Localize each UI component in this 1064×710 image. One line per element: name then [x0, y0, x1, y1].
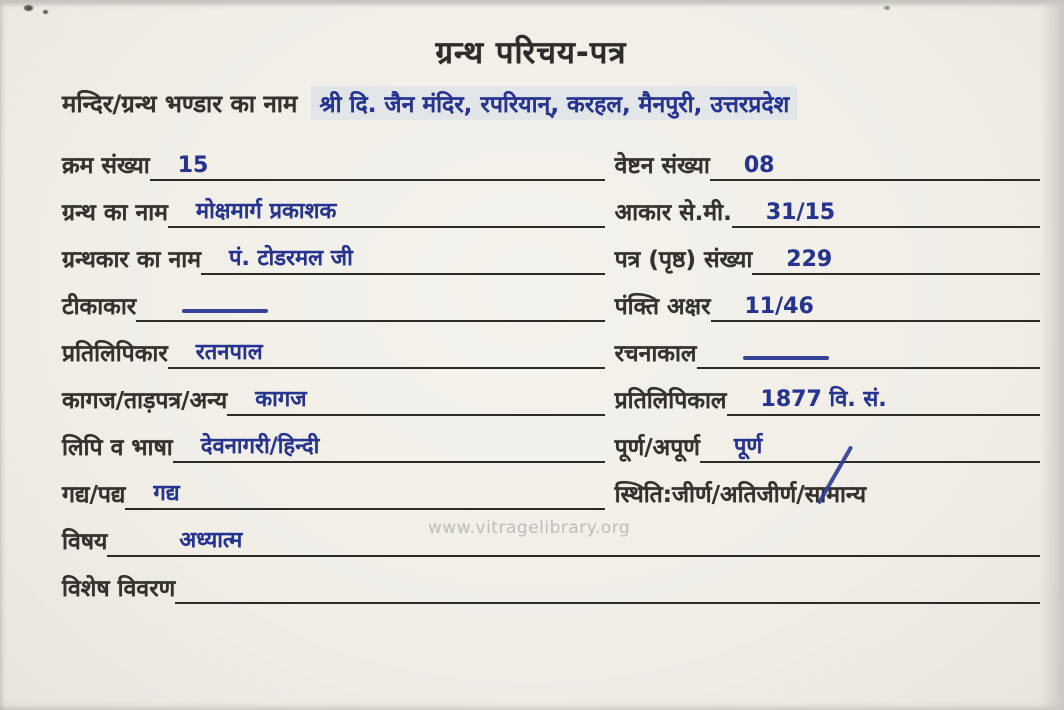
watermark-text: www.vitragelibrary.org — [428, 518, 631, 538]
field-label: पूर्ण/अपूर्ण — [614, 435, 700, 461]
field-label: विषय — [62, 529, 108, 555]
field-line — [175, 601, 1040, 604]
field-value: 1877 वि. सं. — [760, 387, 887, 412]
field-label-prefix: स्थिति:जीर्ण/अतिजीर्ण/ — [614, 482, 805, 508]
form-row — [62, 322, 1040, 369]
field-label: वेष्टन संख्या — [614, 153, 710, 179]
field-kagaj-tadpatra — [62, 369, 615, 416]
field-label: पत्र (पृष्ठ) संख्या — [614, 247, 753, 273]
field-line — [150, 153, 605, 181]
pen-dash-mark — [182, 309, 268, 313]
form-title: ग्रन्थ परिचय-पत्र — [435, 35, 627, 71]
field-label: कागज/ताड़पत्र/अन्य — [62, 388, 228, 414]
field-value: 08 — [743, 153, 775, 178]
field-rows — [62, 134, 1040, 604]
field-label: आकार से.मी. — [614, 200, 732, 226]
field-line — [125, 477, 604, 510]
form-row — [62, 510, 1040, 557]
field-sthiti — [615, 463, 1040, 510]
form-row — [62, 369, 1040, 416]
form-row — [62, 416, 1040, 463]
field-value: मोक्षमार्ग प्रकाशक — [195, 199, 337, 224]
field-label: ग्रन्थकार का नाम — [62, 247, 201, 273]
field-pratilipikar — [62, 322, 615, 369]
field-value: 15 — [177, 153, 209, 178]
field-patra-sankhya — [615, 228, 1040, 275]
field-label: ग्रन्थ का नाम — [62, 200, 168, 226]
scan-edge-shadow-top — [0, 0, 1064, 7]
form-row — [62, 181, 1040, 228]
field-lipi-bhasha — [62, 416, 615, 463]
field-value: पूर्ण — [733, 434, 763, 459]
field-line — [201, 242, 605, 275]
field-mandir-bhandar — [62, 86, 1040, 130]
field-line — [711, 294, 1041, 322]
field-label — [615, 477, 867, 510]
field-label: मन्दिर/ग्रन्थ भण्डार का नाम — [62, 90, 298, 118]
field-aakar — [615, 181, 1040, 228]
field-label: विशेष विवरण — [62, 576, 176, 602]
field-rachnakal — [615, 322, 1040, 369]
field-value: 31/15 — [765, 200, 836, 225]
field-line — [710, 153, 1040, 181]
form-row — [62, 134, 1040, 181]
field-line — [732, 200, 1040, 228]
paper-speck — [43, 10, 48, 14]
field-veshtan-sankhya — [615, 134, 1040, 181]
field-value: देवनागरी/हिन्दी — [200, 434, 320, 459]
field-label: टीकाकार — [62, 294, 137, 320]
paper-speck — [884, 6, 890, 10]
field-line — [107, 524, 1040, 557]
field-purn-apurn — [615, 416, 1040, 463]
field-line — [752, 247, 1040, 275]
field-line — [227, 383, 604, 416]
field-label: क्रम संख्या — [62, 153, 150, 179]
field-value: गद्य — [153, 481, 180, 506]
form-row — [62, 275, 1040, 322]
field-value: पं. टोडरमल जी — [228, 246, 353, 271]
form-row — [62, 463, 1040, 510]
field-pankti-akshar — [615, 275, 1040, 322]
field-value: 11/46 — [744, 294, 814, 319]
field-line — [168, 195, 605, 228]
field-vishesh-vivran — [62, 557, 1040, 604]
form-row — [62, 557, 1040, 604]
field-line — [173, 430, 605, 463]
field-value: कागज — [255, 387, 307, 412]
field-value: रतनपाल — [195, 340, 263, 365]
scan-edge-shadow-right — [1040, 0, 1064, 710]
form-row — [62, 228, 1040, 275]
field-kram-sankhya — [62, 134, 615, 181]
field-granth-naam — [62, 181, 615, 228]
field-vishay — [62, 510, 1040, 557]
field-value: 229 — [786, 247, 833, 272]
field-line — [700, 430, 1040, 463]
field-gadya-padya — [62, 463, 615, 510]
field-value: अध्यात्म — [179, 528, 243, 553]
field-line — [727, 383, 1040, 416]
form-content — [62, 26, 1040, 604]
field-tikakar — [62, 275, 615, 322]
field-label: प्रतिलिपिकार — [62, 341, 168, 367]
field-label: पंक्ति अक्षर — [614, 294, 711, 320]
field-label: गद्य/पद्य — [62, 482, 126, 508]
field-label-marked: सामान्य — [805, 477, 866, 509]
paper-speck — [24, 5, 33, 11]
field-label: प्रतिलिपिकाल — [614, 388, 727, 414]
field-value: श्री दि. जैन मंदिर, रपरियान्, करहल, मैनपुरी, उत्तरप्रदेश — [311, 86, 797, 120]
field-label: लिपि व भाषा — [62, 435, 173, 461]
pen-dash-mark — [743, 356, 829, 360]
field-line — [697, 356, 1040, 369]
field-line — [136, 309, 604, 322]
field-pratilipikal — [615, 369, 1040, 416]
field-label: रचनाकाल — [614, 341, 697, 367]
field-line — [168, 336, 605, 369]
field-granthkar-naam — [62, 228, 615, 275]
